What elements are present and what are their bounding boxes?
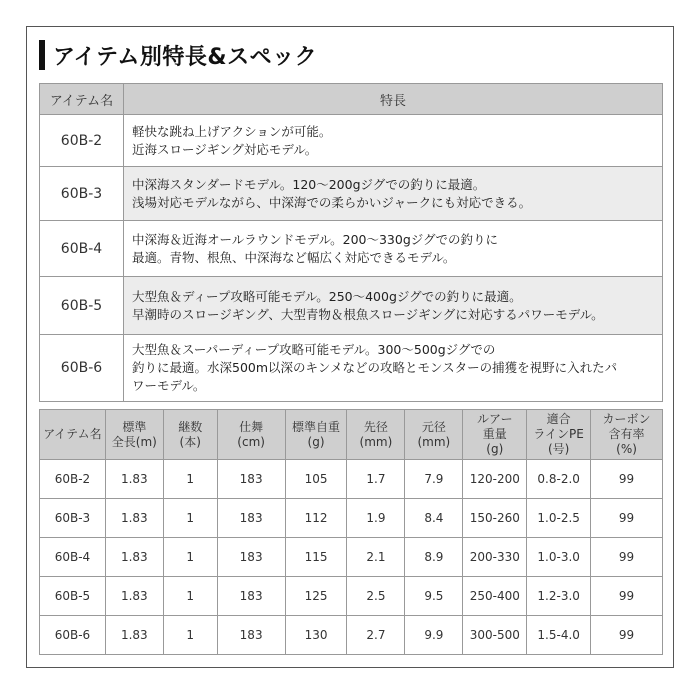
specs-header-cell <box>591 410 663 460</box>
feature-item-name: 60B-4 <box>40 221 124 277</box>
feature-description <box>124 221 663 277</box>
specs-cell: 60B-3 <box>40 499 106 538</box>
feature-description <box>124 115 663 167</box>
specs-header-line: (g) <box>307 434 325 449</box>
section-heading <box>39 39 317 71</box>
feature-line: 中深海スタンダードモデル。120～200gジグでの釣りに最適。 <box>132 176 486 192</box>
feature-line: ワーモデル。 <box>132 378 206 393</box>
specs-cell: 1 <box>163 499 217 538</box>
specs-header-cell <box>527 410 591 460</box>
specs-row <box>40 616 663 655</box>
specs-cell: 0.8-2.0 <box>527 460 591 499</box>
specs-header-line: 適合 <box>546 412 571 426</box>
specs-header-cell <box>405 410 463 460</box>
specs-cell: 1.9 <box>347 499 405 538</box>
feature-line: 早潮時のスロージギング、大型青物＆根魚スロージギングに対応するパワーモデル。 <box>132 306 604 322</box>
feature-row <box>40 221 663 277</box>
specs-header-cell <box>347 410 405 460</box>
specs-cell: 183 <box>217 577 285 616</box>
specs-header-line: (g) <box>486 442 504 456</box>
specs-cell: 1.83 <box>105 499 163 538</box>
specs-cell: 60B-2 <box>40 460 106 499</box>
specs-cell: 1.83 <box>105 616 163 655</box>
specs-cell: 300-500 <box>463 616 527 655</box>
specs-cell: 105 <box>285 460 347 499</box>
specs-header-line: 元径 <box>421 419 446 434</box>
feature-row <box>40 115 663 167</box>
features-header-desc: 特長 <box>124 84 663 115</box>
specs-cell: 99 <box>591 499 663 538</box>
feature-line: 最適。青物、根魚、中深海など幅広く対応できるモデル。 <box>132 249 456 265</box>
specs-cell: 183 <box>217 499 285 538</box>
specs-header-line: (%) <box>616 442 637 456</box>
specs-cell: 183 <box>217 538 285 577</box>
specs-cell: 130 <box>285 616 347 655</box>
feature-line: 中深海＆近海オールラウンドモデル。200～330gジグでの釣りに <box>132 231 499 247</box>
specs-header-line: カーボン <box>602 412 651 426</box>
specs-cell: 2.1 <box>347 538 405 577</box>
specs-header-line: 先径 <box>363 419 388 434</box>
specs-header-row <box>40 410 663 460</box>
feature-line: 大型魚＆スーパーディープ攻略可能モデル。300～500gジグでの <box>132 342 496 357</box>
feature-line: 浅場対応モデルながら、中深海での柔らかいジャークにも対応できる。 <box>132 194 532 210</box>
feature-description <box>124 335 663 402</box>
specs-table <box>39 409 663 655</box>
specs-cell: 1 <box>163 577 217 616</box>
specs-cell: 1.7 <box>347 460 405 499</box>
specs-cell: 1 <box>163 616 217 655</box>
specs-cell: 60B-6 <box>40 616 106 655</box>
specs-cell: 200-330 <box>463 538 527 577</box>
specs-cell: 60B-4 <box>40 538 106 577</box>
feature-row <box>40 335 663 402</box>
specs-cell: 2.7 <box>347 616 405 655</box>
specs-cell: 120-200 <box>463 460 527 499</box>
specs-cell: 2.5 <box>347 577 405 616</box>
feature-description <box>124 277 663 335</box>
specs-cell: 99 <box>591 538 663 577</box>
specs-cell: 115 <box>285 538 347 577</box>
specs-header-cell <box>40 410 106 460</box>
specs-cell: 8.4 <box>405 499 463 538</box>
specs-cell: 183 <box>217 616 285 655</box>
specs-header-line: (本) <box>179 434 201 449</box>
specs-cell: 125 <box>285 577 347 616</box>
feature-line: 軽快な跳ね上げアクションが可能。 <box>132 123 332 139</box>
specs-cell: 9.5 <box>405 577 463 616</box>
specs-header-cell <box>105 410 163 460</box>
feature-item-name: 60B-2 <box>40 115 124 167</box>
page-title: アイテム別特長&スペック <box>53 44 318 70</box>
features-table <box>39 83 663 402</box>
specs-cell: 60B-5 <box>40 577 106 616</box>
specs-cell: 183 <box>217 460 285 499</box>
specs-cell: 1 <box>163 538 217 577</box>
specs-cell: 250-400 <box>463 577 527 616</box>
specs-header-line: (号) <box>547 442 570 456</box>
feature-row <box>40 277 663 335</box>
specs-row <box>40 577 663 616</box>
feature-line: 釣りに最適。水深500m以深のキンメなどの攻略とモンスターの捕獲を視野に入れたパ <box>132 360 618 375</box>
specs-header-line: ラインPE <box>533 427 584 441</box>
specs-header-cell <box>463 410 527 460</box>
heading-bar <box>39 40 45 70</box>
specs-cell: 1.2-3.0 <box>527 577 591 616</box>
specs-cell: 112 <box>285 499 347 538</box>
specs-header-cell <box>285 410 347 460</box>
features-header-name: アイテム名 <box>40 84 124 115</box>
specs-row <box>40 538 663 577</box>
specs-cell: 1.83 <box>105 577 163 616</box>
specs-header-line: 継数 <box>178 419 203 434</box>
specs-header-line: (cm) <box>237 434 265 449</box>
specs-header-line: 標準 <box>122 419 147 434</box>
specs-cell: 1 <box>163 460 217 499</box>
specs-header-line: ルアー <box>476 412 513 426</box>
specs-cell: 9.9 <box>405 616 463 655</box>
specs-cell: 8.9 <box>405 538 463 577</box>
specs-row <box>40 499 663 538</box>
feature-item-name: 60B-3 <box>40 167 124 221</box>
feature-description <box>124 167 663 221</box>
specs-header-line: 重量 <box>482 427 507 441</box>
specs-cell: 99 <box>591 460 663 499</box>
feature-line: 近海スロージギング対応モデル。 <box>132 141 318 157</box>
feature-item-name: 60B-5 <box>40 277 124 335</box>
specs-cell: 150-260 <box>463 499 527 538</box>
specs-cell: 7.9 <box>405 460 463 499</box>
specs-cell: 1.83 <box>105 460 163 499</box>
features-header-row <box>40 84 663 115</box>
feature-row <box>40 167 663 221</box>
specs-header-cell <box>217 410 285 460</box>
feature-line: 大型魚＆ディープ攻略可能モデル。250～400gジグでの釣りに最適。 <box>132 288 522 304</box>
specs-header-cell <box>163 410 217 460</box>
specs-cell: 1.0-2.5 <box>527 499 591 538</box>
specs-header-line: アイテム名 <box>43 427 102 441</box>
specs-cell: 1.5-4.0 <box>527 616 591 655</box>
specs-header-line: (mm) <box>359 434 393 449</box>
specs-row <box>40 460 663 499</box>
specs-cell: 1.0-3.0 <box>527 538 591 577</box>
spec-sheet <box>26 26 674 668</box>
feature-item-name: 60B-6 <box>40 335 124 402</box>
specs-header-line: 標準自重 <box>292 419 341 434</box>
specs-header-line: 全長(m) <box>111 434 157 449</box>
specs-cell: 99 <box>591 616 663 655</box>
specs-cell: 1.83 <box>105 538 163 577</box>
specs-header-line: 仕舞 <box>239 419 264 434</box>
specs-header-line: 含有率 <box>608 427 645 441</box>
specs-header-line: (mm) <box>417 434 451 449</box>
specs-cell: 99 <box>591 577 663 616</box>
